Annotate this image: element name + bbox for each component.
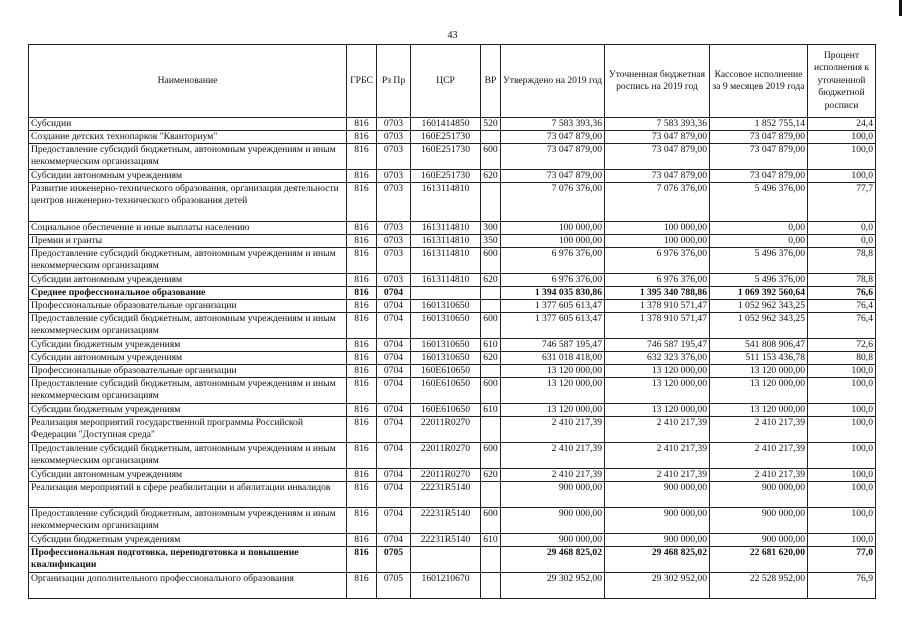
row-percent: 0,0 xyxy=(808,222,876,235)
row-refined: 73 047 879,00 xyxy=(605,170,710,183)
row-vr: 620 xyxy=(481,352,501,365)
row-percent: 80,8 xyxy=(808,352,876,365)
row-csr: 1613114810 xyxy=(411,248,481,274)
row-vr: 350 xyxy=(481,235,501,248)
row-approved: 900 000,00 xyxy=(501,482,605,508)
row-executed: 13 120 000,00 xyxy=(710,365,808,378)
row-grbs: 816 xyxy=(347,313,377,339)
row-approved: 1 394 035 830,86 xyxy=(501,287,605,300)
row-grbs: 816 xyxy=(347,248,377,274)
row-grbs: 816 xyxy=(347,274,377,287)
row-vr: 600 xyxy=(481,144,501,170)
row-executed: 5 496 376,00 xyxy=(710,274,808,287)
row-vr: 620 xyxy=(481,170,501,183)
row-executed: 0,00 xyxy=(710,235,808,248)
row-rzpr: 0703 xyxy=(377,235,411,248)
row-name: Субсидии бюджетным учреждениям xyxy=(29,339,347,352)
header-percent: Процент исполнения к уточненной бюджетной росписи xyxy=(808,45,876,118)
row-refined: 73 047 879,00 xyxy=(605,144,710,170)
header-csr: ЦСР xyxy=(411,45,481,118)
row-refined: 100 000,00 xyxy=(605,235,710,248)
row-rzpr: 0705 xyxy=(377,573,411,599)
row-approved: 13 120 000,00 xyxy=(501,404,605,417)
row-name: Развитие инженерно-технического образования, организация деятельности центров инженерно-технического образования детей xyxy=(29,183,347,222)
header-grbs: ГРБС xyxy=(347,45,377,118)
row-vr: 600 xyxy=(481,313,501,339)
row-rzpr: 0704 xyxy=(377,534,411,547)
row-approved: 7 583 393,36 xyxy=(501,118,605,131)
row-approved: 29 468 825,02 xyxy=(501,547,605,573)
row-vr xyxy=(481,573,501,599)
row-percent: 76,4 xyxy=(808,300,876,313)
row-csr xyxy=(411,287,481,300)
row-percent: 100,0 xyxy=(808,404,876,417)
row-percent: 100,0 xyxy=(808,417,876,443)
row-name: Субсидии автономным учреждениям xyxy=(29,352,347,365)
row-percent: 78,8 xyxy=(808,248,876,274)
header-vr: ВР xyxy=(481,45,501,118)
row-refined: 1 378 910 571,47 xyxy=(605,313,710,339)
row-approved: 100 000,00 xyxy=(501,235,605,248)
row-name: Субсидии автономным учреждениям xyxy=(29,274,347,287)
row-grbs: 816 xyxy=(347,547,377,573)
row-rzpr: 0704 xyxy=(377,339,411,352)
row-name: Среднее профессиональное образование xyxy=(29,287,347,300)
row-name: Предоставление субсидий бюджетным, автономным учреждениям и иным некоммерческим организациям xyxy=(29,144,347,170)
row-grbs: 816 xyxy=(347,339,377,352)
row-grbs: 816 xyxy=(347,417,377,443)
row-vr xyxy=(481,183,501,222)
row-refined: 13 120 000,00 xyxy=(605,365,710,378)
row-refined: 6 976 376,00 xyxy=(605,248,710,274)
row-grbs: 816 xyxy=(347,534,377,547)
row-executed: 1 052 962 343,25 xyxy=(710,300,808,313)
row-executed: 73 047 879,00 xyxy=(710,144,808,170)
header-name: Наименование xyxy=(29,45,347,118)
row-vr: 600 xyxy=(481,443,501,469)
row-executed: 511 153 436,78 xyxy=(710,352,808,365)
row-grbs: 816 xyxy=(347,170,377,183)
row-csr: 22231R5140 xyxy=(411,482,481,508)
row-refined: 900 000,00 xyxy=(605,534,710,547)
row-rzpr: 0704 xyxy=(377,469,411,482)
row-approved: 6 976 376,00 xyxy=(501,248,605,274)
row-rzpr: 0704 xyxy=(377,378,411,404)
row-percent: 100,0 xyxy=(808,469,876,482)
row-name: Профессиональная подготовка, переподготовка и повышение квалификации xyxy=(29,547,347,573)
row-executed: 13 120 000,00 xyxy=(710,404,808,417)
row-approved: 7 076 376,00 xyxy=(501,183,605,222)
row-name: Профессиональные образовательные организации xyxy=(29,300,347,313)
row-refined: 7 583 393,36 xyxy=(605,118,710,131)
table-row xyxy=(29,118,876,131)
row-percent: 0,0 xyxy=(808,235,876,248)
row-csr: 1601310650 xyxy=(411,339,481,352)
row-grbs: 816 xyxy=(347,287,377,300)
row-refined: 73 047 879,00 xyxy=(605,131,710,144)
row-csr: 22231R5140 xyxy=(411,534,481,547)
row-csr: 1601310650 xyxy=(411,300,481,313)
row-rzpr: 0704 xyxy=(377,352,411,365)
row-percent: 77,0 xyxy=(808,547,876,573)
row-percent: 100,0 xyxy=(808,534,876,547)
row-grbs: 816 xyxy=(347,300,377,313)
header-executed: Кассовое исполнение за 9 месяцев 2019 года xyxy=(710,45,808,118)
row-percent: 100,0 xyxy=(808,170,876,183)
row-csr: 1613114810 xyxy=(411,183,481,222)
table-row xyxy=(29,534,876,547)
table-row xyxy=(29,352,876,365)
row-rzpr: 0703 xyxy=(377,170,411,183)
row-csr: 160E610650 xyxy=(411,378,481,404)
row-csr: 1601210670 xyxy=(411,573,481,599)
row-rzpr: 0704 xyxy=(377,417,411,443)
table-row-section xyxy=(29,547,876,573)
row-executed: 5 496 376,00 xyxy=(710,248,808,274)
row-refined: 29 468 825,02 xyxy=(605,547,710,573)
row-approved: 900 000,00 xyxy=(501,534,605,547)
table-row xyxy=(29,313,876,339)
row-approved: 13 120 000,00 xyxy=(501,365,605,378)
row-rzpr: 0704 xyxy=(377,300,411,313)
row-vr: 600 xyxy=(481,378,501,404)
row-approved: 2 410 217,39 xyxy=(501,417,605,443)
table-header-row xyxy=(29,45,876,118)
table-row xyxy=(29,300,876,313)
row-rzpr: 0703 xyxy=(377,274,411,287)
table-row xyxy=(29,144,876,170)
table-row xyxy=(29,378,876,404)
row-percent: 77,7 xyxy=(808,183,876,222)
row-rzpr: 0704 xyxy=(377,482,411,508)
row-csr: 160E251730 xyxy=(411,170,481,183)
row-rzpr: 0703 xyxy=(377,222,411,235)
row-vr: 300 xyxy=(481,222,501,235)
row-rzpr: 0703 xyxy=(377,248,411,274)
row-executed: 900 000,00 xyxy=(710,482,808,508)
table-row xyxy=(29,417,876,443)
row-csr: 1601414850 xyxy=(411,118,481,131)
row-refined: 632 323 376,00 xyxy=(605,352,710,365)
row-vr: 620 xyxy=(481,469,501,482)
row-percent: 100,0 xyxy=(808,131,876,144)
row-name: Профессиональные образовательные организации xyxy=(29,365,347,378)
row-name: Субсидии автономным учреждениям xyxy=(29,469,347,482)
table-row xyxy=(29,339,876,352)
row-name: Субсидии автономным учреждениям xyxy=(29,170,347,183)
row-name: Предоставление субсидий бюджетным, автономным учреждениям и иным некоммерческим организациям xyxy=(29,313,347,339)
row-grbs: 816 xyxy=(347,482,377,508)
row-approved: 1 377 605 613,47 xyxy=(501,313,605,339)
row-vr xyxy=(481,365,501,378)
row-executed: 1 069 392 560,64 xyxy=(710,287,808,300)
row-percent: 72,6 xyxy=(808,339,876,352)
row-percent: 100,0 xyxy=(808,443,876,469)
row-percent: 100,0 xyxy=(808,508,876,534)
row-refined: 100 000,00 xyxy=(605,222,710,235)
row-percent: 100,0 xyxy=(808,482,876,508)
row-percent: 76,4 xyxy=(808,313,876,339)
row-refined: 1 395 340 788,86 xyxy=(605,287,710,300)
row-executed: 900 000,00 xyxy=(710,508,808,534)
row-grbs: 816 xyxy=(347,352,377,365)
row-vr xyxy=(481,300,501,313)
row-approved: 73 047 879,00 xyxy=(501,131,605,144)
row-name: Создание детских технопарков "Кванториум" xyxy=(29,131,347,144)
row-grbs: 816 xyxy=(347,443,377,469)
row-refined: 13 120 000,00 xyxy=(605,378,710,404)
row-refined: 2 410 217,39 xyxy=(605,443,710,469)
row-approved: 100 000,00 xyxy=(501,222,605,235)
row-executed: 22 681 620,00 xyxy=(710,547,808,573)
row-approved: 2 410 217,39 xyxy=(501,443,605,469)
table-row xyxy=(29,222,876,235)
row-executed: 2 410 217,39 xyxy=(710,417,808,443)
row-csr: 160E251730 xyxy=(411,144,481,170)
row-name: Организации дополнительного профессионального образования xyxy=(29,573,347,599)
row-refined: 900 000,00 xyxy=(605,482,710,508)
row-csr: 1601310650 xyxy=(411,313,481,339)
row-executed: 5 496 376,00 xyxy=(710,183,808,222)
scan-edge-mark xyxy=(899,0,902,16)
row-grbs: 816 xyxy=(347,378,377,404)
header-refined: Уточненная бюджетная роспись на 2019 год xyxy=(605,45,710,118)
row-rzpr: 0704 xyxy=(377,287,411,300)
row-vr xyxy=(481,131,501,144)
row-rzpr: 0704 xyxy=(377,313,411,339)
table-row xyxy=(29,274,876,287)
table-row xyxy=(29,404,876,417)
budget-execution-table xyxy=(28,44,876,599)
row-vr xyxy=(481,287,501,300)
row-approved: 2 410 217,39 xyxy=(501,469,605,482)
table-row xyxy=(29,248,876,274)
row-name: Субсидии xyxy=(29,118,347,131)
row-rzpr: 0703 xyxy=(377,118,411,131)
row-refined: 6 976 376,00 xyxy=(605,274,710,287)
table-row xyxy=(29,365,876,378)
row-vr: 600 xyxy=(481,508,501,534)
row-percent: 76,6 xyxy=(808,287,876,300)
row-percent: 76,9 xyxy=(808,573,876,599)
row-grbs: 816 xyxy=(347,365,377,378)
header-rzpr: Рз Пр xyxy=(377,45,411,118)
row-executed: 73 047 879,00 xyxy=(710,170,808,183)
table-row xyxy=(29,443,876,469)
page-number: 43 xyxy=(447,30,458,41)
row-vr: 610 xyxy=(481,534,501,547)
table-row xyxy=(29,508,876,534)
row-rzpr: 0705 xyxy=(377,547,411,573)
row-rzpr: 0704 xyxy=(377,404,411,417)
row-executed: 1 052 962 343,25 xyxy=(710,313,808,339)
row-executed: 2 410 217,39 xyxy=(710,469,808,482)
row-csr: 1613114810 xyxy=(411,235,481,248)
table-row xyxy=(29,235,876,248)
row-refined: 900 000,00 xyxy=(605,508,710,534)
row-name: Социальное обеспечение и иные выплаты населению xyxy=(29,222,347,235)
row-grbs: 816 xyxy=(347,469,377,482)
row-grbs: 816 xyxy=(347,508,377,534)
row-percent: 100,0 xyxy=(808,378,876,404)
row-name: Предоставление субсидий бюджетным, автономным учреждениям и иным некоммерческим организациям xyxy=(29,248,347,274)
row-approved: 631 018 418,00 xyxy=(501,352,605,365)
row-approved: 73 047 879,00 xyxy=(501,144,605,170)
row-percent: 24,4 xyxy=(808,118,876,131)
row-csr: 1601310650 xyxy=(411,352,481,365)
table-row xyxy=(29,183,876,222)
row-executed: 2 410 217,39 xyxy=(710,443,808,469)
row-csr: 160E251730 xyxy=(411,131,481,144)
row-vr: 520 xyxy=(481,118,501,131)
row-executed: 13 120 000,00 xyxy=(710,378,808,404)
row-rzpr: 0704 xyxy=(377,365,411,378)
row-name: Реализация мероприятий в сфере реабилитации и абилитации инвалидов xyxy=(29,482,347,508)
row-csr: 22011R0270 xyxy=(411,443,481,469)
row-csr: 1613114810 xyxy=(411,274,481,287)
row-rzpr: 0703 xyxy=(377,131,411,144)
row-csr: 22231R5140 xyxy=(411,508,481,534)
header-approved: Утверждено на 2019 год xyxy=(501,45,605,118)
row-rzpr: 0704 xyxy=(377,443,411,469)
row-executed: 1 852 755,14 xyxy=(710,118,808,131)
row-executed: 22 528 952,00 xyxy=(710,573,808,599)
row-refined: 29 302 952,00 xyxy=(605,573,710,599)
row-vr xyxy=(481,417,501,443)
row-csr: 22011R0270 xyxy=(411,469,481,482)
table-row xyxy=(29,482,876,508)
table-row xyxy=(29,131,876,144)
row-grbs: 816 xyxy=(347,573,377,599)
row-name: Предоставление субсидий бюджетным, автономным учреждениям и иным некоммерческим организациям xyxy=(29,508,347,534)
row-name: Субсидии бюджетным учреждениям xyxy=(29,534,347,547)
table-row xyxy=(29,469,876,482)
row-executed: 73 047 879,00 xyxy=(710,131,808,144)
row-grbs: 816 xyxy=(347,235,377,248)
row-refined: 1 378 910 571,47 xyxy=(605,300,710,313)
row-grbs: 816 xyxy=(347,404,377,417)
row-approved: 746 587 195,47 xyxy=(501,339,605,352)
row-rzpr: 0703 xyxy=(377,183,411,222)
row-name: Предоставление субсидий бюджетным, автономным учреждениям и иным некоммерческим организациям xyxy=(29,443,347,469)
row-grbs: 816 xyxy=(347,131,377,144)
row-executed: 0,00 xyxy=(710,222,808,235)
row-csr: 160E610650 xyxy=(411,365,481,378)
row-grbs: 816 xyxy=(347,144,377,170)
row-refined: 746 587 195,47 xyxy=(605,339,710,352)
row-csr: 1613114810 xyxy=(411,222,481,235)
row-percent: 78,8 xyxy=(808,274,876,287)
row-approved: 6 976 376,00 xyxy=(501,274,605,287)
row-vr: 610 xyxy=(481,339,501,352)
row-vr xyxy=(481,547,501,573)
row-vr: 620 xyxy=(481,274,501,287)
row-name: Субсидии бюджетным учреждениям xyxy=(29,404,347,417)
row-name: Реализация мероприятий государственной программы Российской Федерации "Доступная среда" xyxy=(29,417,347,443)
row-name: Премии и гранты xyxy=(29,235,347,248)
row-csr: 22011R0270 xyxy=(411,417,481,443)
row-approved: 1 377 605 613,47 xyxy=(501,300,605,313)
row-name: Предоставление субсидий бюджетным, автономным учреждениям и иным некоммерческим организациям xyxy=(29,378,347,404)
row-refined: 2 410 217,39 xyxy=(605,469,710,482)
row-approved: 13 120 000,00 xyxy=(501,378,605,404)
row-percent: 100,0 xyxy=(808,144,876,170)
row-rzpr: 0704 xyxy=(377,508,411,534)
table-row-section xyxy=(29,287,876,300)
row-grbs: 816 xyxy=(347,183,377,222)
row-executed: 541 808 906,47 xyxy=(710,339,808,352)
row-vr xyxy=(481,482,501,508)
row-approved: 29 302 952,00 xyxy=(501,573,605,599)
row-rzpr: 0703 xyxy=(377,144,411,170)
row-refined: 2 410 217,39 xyxy=(605,417,710,443)
row-executed: 900 000,00 xyxy=(710,534,808,547)
row-csr xyxy=(411,547,481,573)
row-refined: 7 076 376,00 xyxy=(605,183,710,222)
row-csr: 160E610650 xyxy=(411,404,481,417)
table-row xyxy=(29,170,876,183)
row-vr: 610 xyxy=(481,404,501,417)
row-vr: 600 xyxy=(481,248,501,274)
row-percent: 100,0 xyxy=(808,365,876,378)
row-grbs: 816 xyxy=(347,222,377,235)
table-row xyxy=(29,573,876,599)
row-refined: 13 120 000,00 xyxy=(605,404,710,417)
row-approved: 900 000,00 xyxy=(501,508,605,534)
row-grbs: 816 xyxy=(347,118,377,131)
row-approved: 73 047 879,00 xyxy=(501,170,605,183)
